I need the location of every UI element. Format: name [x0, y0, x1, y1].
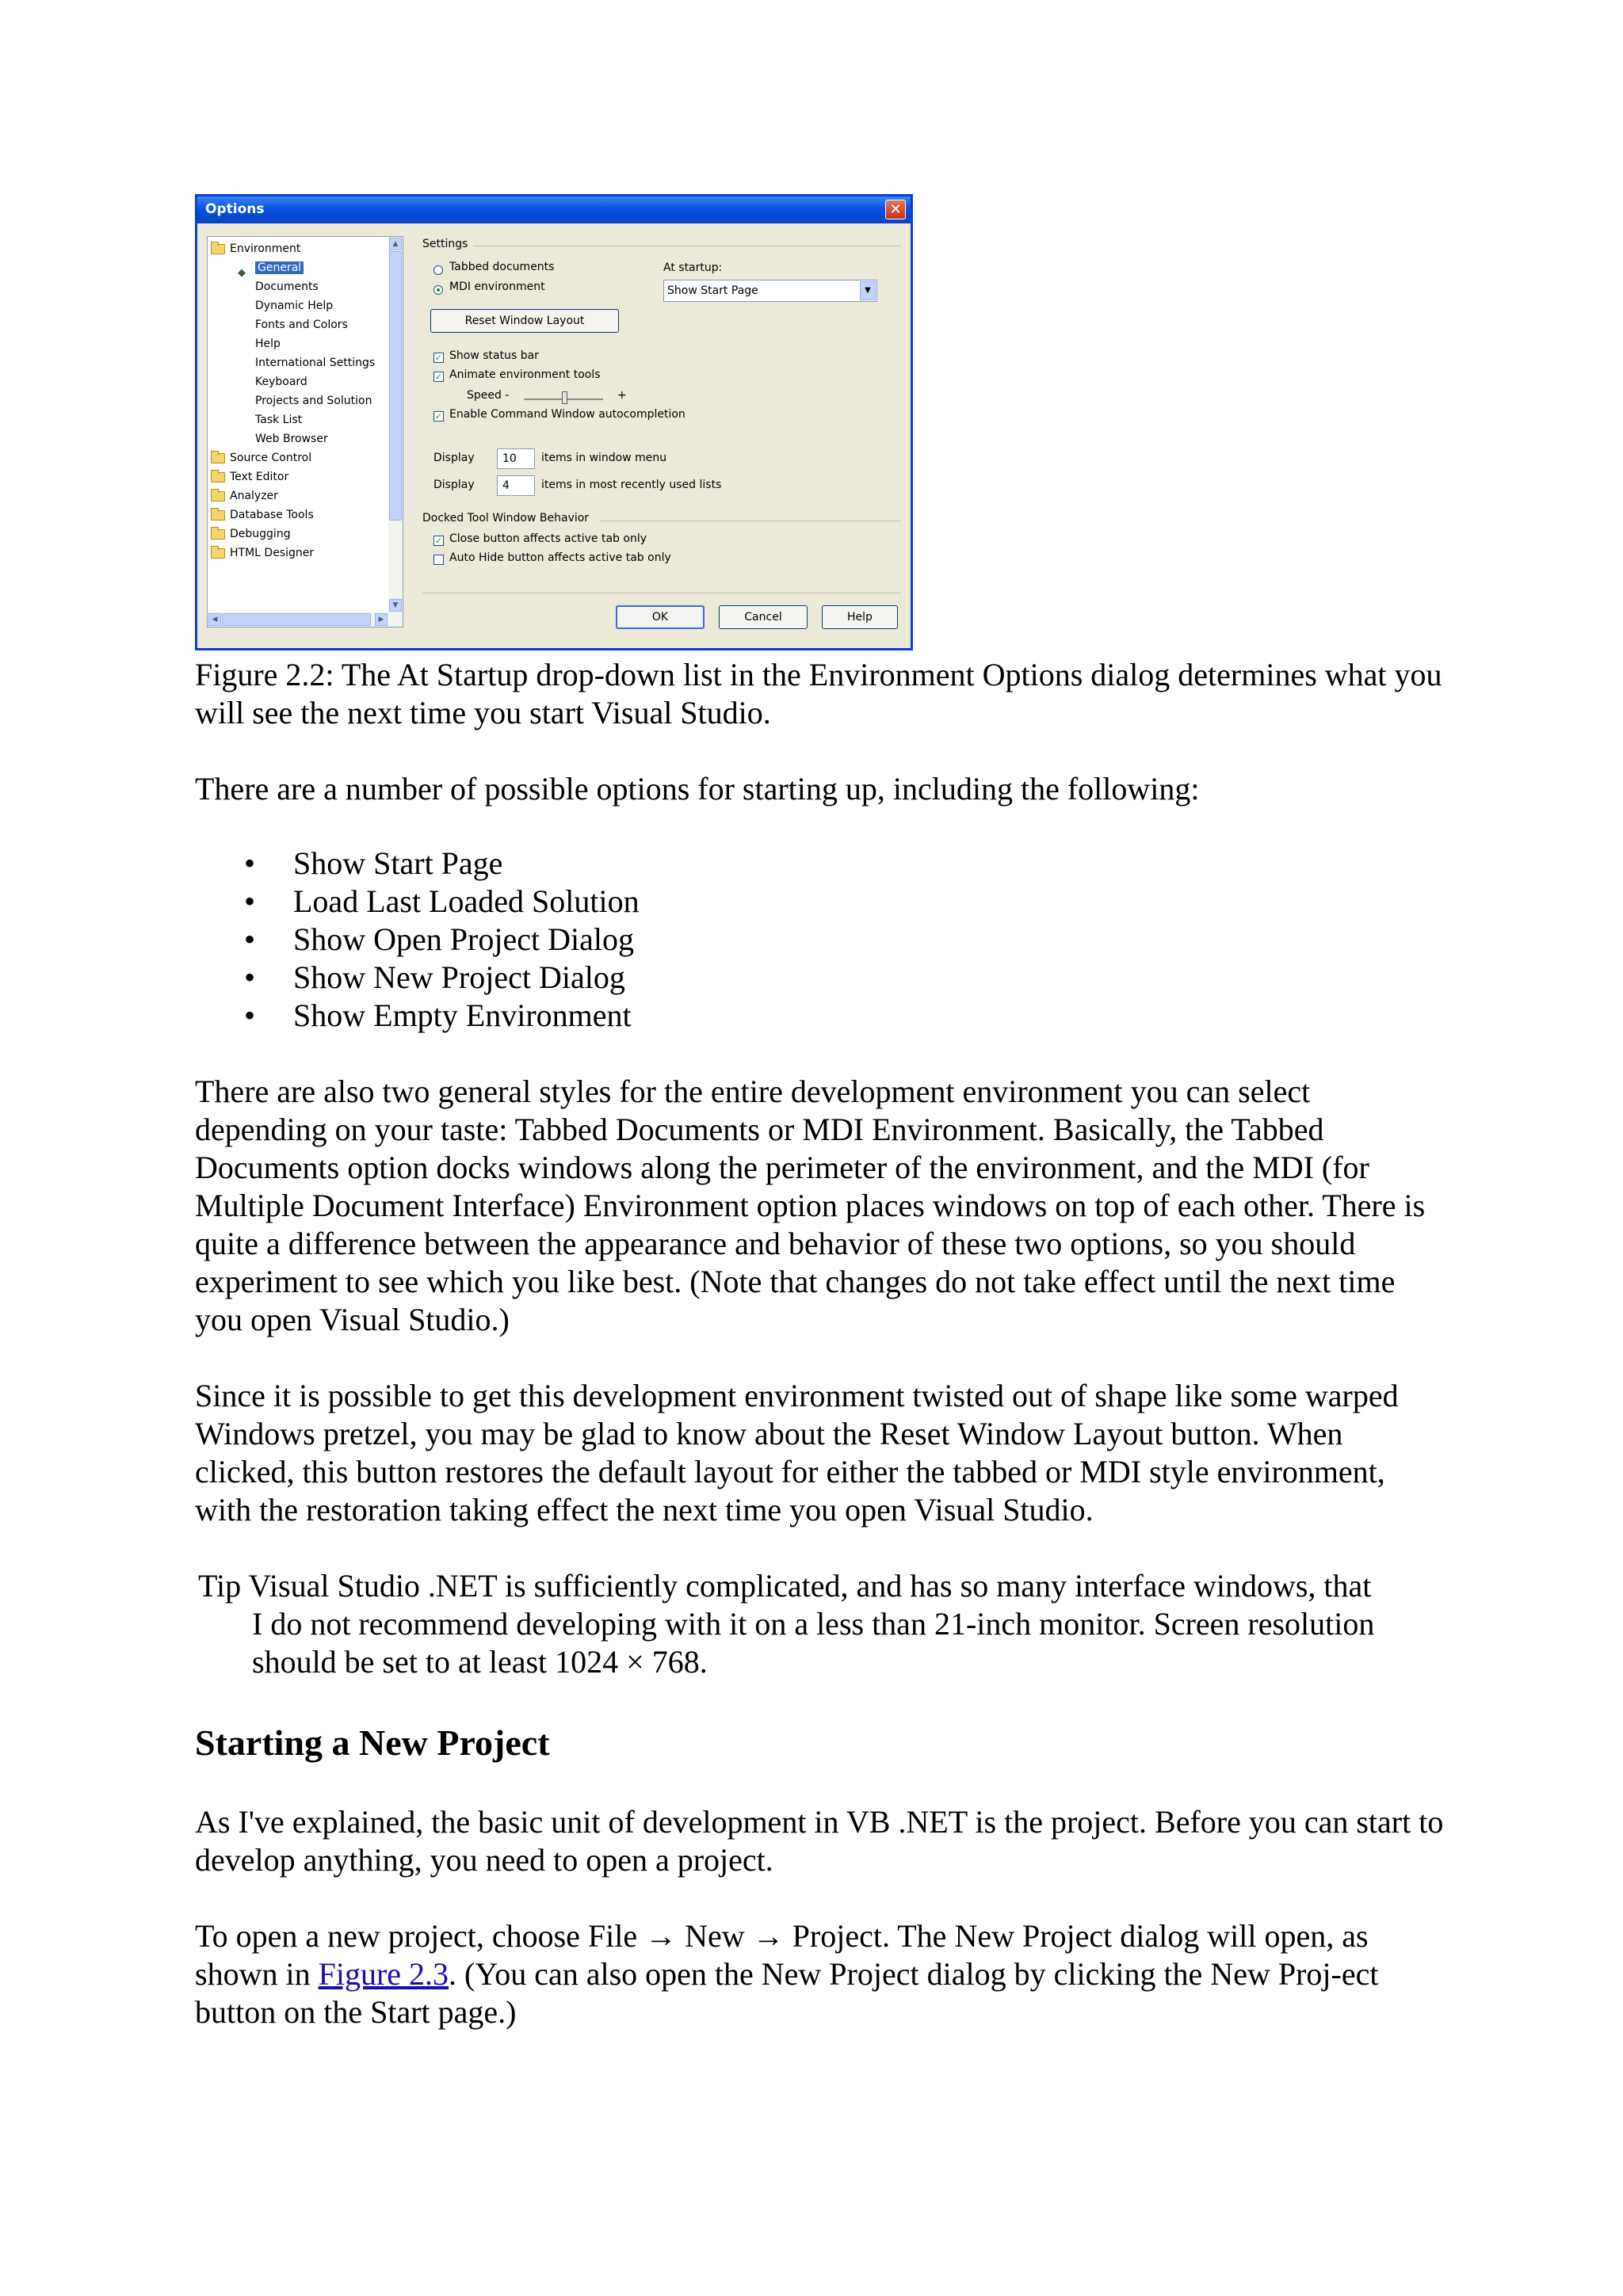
speed-plus-label: + — [617, 389, 627, 402]
tree-item-database-tools[interactable]: Database Tools — [211, 506, 314, 524]
speed-slider-thumb[interactable] — [562, 391, 567, 404]
tree-item-environment[interactable]: Environment — [211, 240, 300, 257]
radio-mdi-environment[interactable] — [433, 285, 443, 295]
close-button-label: Close button affects active tab only — [449, 532, 647, 545]
tree-item-task-list[interactable]: Task List — [255, 414, 303, 426]
window-menu-count-input[interactable]: 10 — [497, 448, 535, 469]
at-startup-dropdown[interactable]: Show Start Page ▼ — [663, 280, 877, 302]
tree-item-help[interactable]: Help — [255, 338, 281, 350]
tip-note — [198, 1567, 1442, 1681]
tree-item-web-browser[interactable]: Web Browser — [255, 433, 328, 445]
scroll-thumb[interactable] — [222, 613, 371, 626]
scroll-down-icon[interactable]: ▼ — [389, 599, 402, 612]
expand-arrow-icon: ◆ — [238, 267, 246, 279]
figure-caption: Figure 2.2: The At Startup drop-down list in the Environment Options dialog determines what you will see the next time you start Visual Studio. — [195, 657, 1442, 730]
radio-tabbed-documents[interactable] — [433, 265, 443, 275]
unit-paragraph: As I've explained, the basic unit of development in VB .NET is the project. Before you can start to develop anything, you need to open a project. — [195, 1804, 1444, 1878]
docked-group-label: Docked Tool Window Behavior — [422, 512, 590, 524]
tree-item-fonts-colors[interactable]: Fonts and Colors — [255, 318, 348, 331]
list-item: • Show New Project Dialog — [195, 959, 640, 997]
scroll-thumb[interactable] — [389, 251, 402, 521]
tree-item-general[interactable]: General — [255, 259, 304, 277]
at-startup-label: At startup: — [663, 261, 723, 274]
tree-item-html-designer[interactable]: HTML Designer — [211, 544, 314, 562]
mru-text: items in most recently used lists — [541, 479, 722, 491]
display-mru-label: Display — [433, 479, 475, 491]
tree-item-text-editor[interactable]: Text Editor — [211, 468, 288, 486]
folder-icon — [211, 529, 225, 540]
scroll-left-icon[interactable]: ◀ — [208, 613, 221, 626]
settings-group-label: Settings — [422, 238, 468, 250]
dialog-title-bar[interactable] — [197, 196, 911, 223]
window-menu-text: items in window menu — [541, 452, 667, 464]
dialog-title: Options — [205, 201, 265, 217]
tree-vertical-scrollbar[interactable] — [388, 237, 403, 612]
figure-2-3-link[interactable]: Figure 2.3 — [318, 1956, 449, 1992]
tree-item-analyzer[interactable]: Analyzer — [211, 487, 278, 505]
ok-button[interactable]: OK — [616, 605, 705, 629]
folder-icon — [211, 548, 225, 559]
tree-item-documents[interactable]: Documents — [255, 280, 319, 293]
animate-tools-label: Animate environment tools — [449, 368, 601, 381]
options-dialog — [195, 194, 913, 650]
cancel-button[interactable]: Cancel — [719, 605, 808, 629]
open-project-paragraph: To open a new project, choose File → New → Project. The New Project dialog will open, as shown in Figure 2.3. (You can also open the New Project dialog by clicking the New Proj-ect button on the Start page.) — [195, 1918, 1379, 2030]
radio-mdi-label: MDI environment — [449, 280, 545, 293]
tree-item-international[interactable]: International Settings — [255, 357, 376, 369]
folder-icon — [211, 510, 225, 521]
tree-item-keyboard[interactable]: Keyboard — [255, 376, 307, 388]
tree-item-projects[interactable]: Projects and Solution — [255, 395, 372, 407]
styles-paragraph: There are also two general styles for the entire development environment you can select depending on your taste: Tabbed Documents or MDI Environment. Basically, the Tabbed Documents option docks windows along the perimeter of the environment, and the MDI (for Multiple Document Interface) Environment option places windows on top of each other. There is quite a difference between the appearance and behavior of these two options, so you should experiment to see which you like best. (Note that changes do not take effect until the next time you open Visual Studio.) — [195, 1074, 1426, 1337]
list-item: • Show Empty Environment — [195, 997, 640, 1035]
folder-icon — [211, 491, 225, 502]
show-status-bar-checkbox[interactable]: ✓ — [434, 353, 443, 363]
list-item: • Show Start Page — [195, 845, 640, 883]
tree-item-debugging[interactable]: Debugging — [211, 525, 291, 543]
reset-paragraph: Since it is possible to get this development environment twisted out of shape like some warped Windows pretzel, you may be glad to know about the Reset Window Layout button. When clicked, this button restores the default layout for either the tabbed or MDI style environment, with the restoration taking effect the next time you open Visual Studio. — [195, 1378, 1399, 1527]
tree-item-dynamic-help[interactable]: Dynamic Help — [255, 299, 334, 312]
animate-tools-checkbox[interactable]: ✓ — [434, 372, 443, 382]
autohide-checkbox[interactable] — [433, 555, 444, 565]
startup-options-list — [195, 845, 640, 1035]
section-heading: Starting a New Project — [195, 1722, 550, 1763]
enable-cmd-label: Enable Command Window autocompletion — [449, 408, 685, 421]
folder-open-icon — [211, 244, 225, 254]
intro-paragraph: There are a number of possible options for starting up, including the following: — [195, 771, 1200, 807]
chevron-down-icon[interactable]: ▼ — [860, 281, 876, 300]
scroll-up-icon[interactable]: ▲ — [389, 238, 402, 250]
help-button[interactable]: Help — [822, 605, 898, 629]
list-item: • Load Last Loaded Solution — [195, 883, 640, 921]
tip-label: Tip — [198, 1568, 242, 1604]
options-tree[interactable] — [207, 236, 403, 627]
reset-window-layout-button[interactable]: Reset Window Layout — [430, 309, 619, 333]
speed-label: Speed - — [467, 389, 510, 402]
display-window-label: Display — [433, 452, 475, 464]
mru-count-input[interactable]: 4 — [497, 475, 535, 496]
tree-item-source-control[interactable]: Source Control — [211, 449, 311, 467]
folder-icon — [211, 472, 225, 482]
radio-tabbed-label: Tabbed documents — [449, 261, 555, 273]
tree-horizontal-scrollbar[interactable] — [208, 612, 403, 627]
enable-cmd-checkbox[interactable]: ✓ — [434, 411, 443, 421]
close-button-checkbox[interactable]: ✓ — [434, 536, 443, 546]
close-icon[interactable]: ✕ — [885, 200, 906, 219]
tip-first-line: Visual Studio .NET is sufficiently complicated, and has so many interface windows, that — [248, 1568, 1372, 1604]
scroll-right-icon[interactable]: ▶ — [375, 613, 388, 626]
tip-continuation: I do not recommend developing with it on a less than 21-inch monitor. Screen resolution should be set to at least 1024 × 768. — [252, 1606, 1375, 1680]
list-item: • Show Open Project Dialog — [195, 921, 640, 959]
show-status-bar-label: Show status bar — [449, 349, 539, 362]
autohide-label: Auto Hide button affects active tab only — [449, 551, 671, 564]
folder-icon — [211, 453, 225, 463]
